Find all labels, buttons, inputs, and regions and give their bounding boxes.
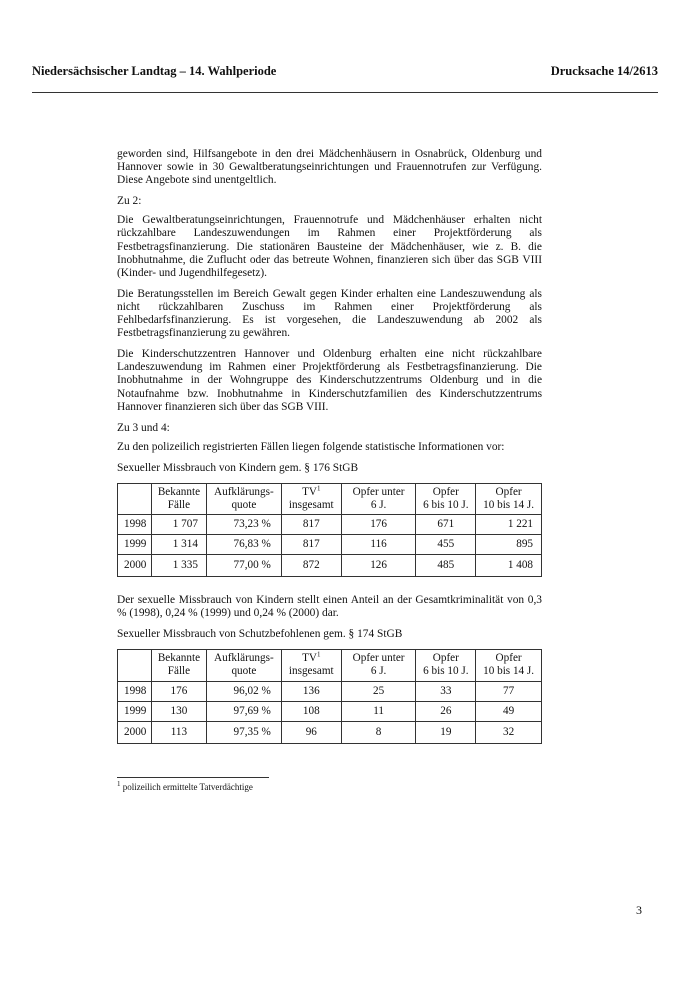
table-row bbox=[118, 681, 542, 701]
footnote-text: polizeilich ermittelte Tatverdächtige bbox=[122, 782, 253, 792]
cell-opfer-6-10: 485 bbox=[416, 555, 476, 577]
header-doc-number: Drucksache 14/2613 bbox=[550, 64, 658, 78]
cell-year: 1998 bbox=[118, 681, 152, 701]
cell-year: 1999 bbox=[118, 535, 152, 555]
paragraph-intro: geworden sind, Hilfsangebote in den drei Mädchenhäusern in Osnabrück, Oldenburg und Hannover sowie in 30 Gewaltberatungseinrichtungen und Frauennotrufen zur Verfügung. Diese Angebote sind unentgeltlich. bbox=[117, 148, 542, 187]
footnote-rule bbox=[117, 777, 269, 778]
table-header-row bbox=[118, 483, 542, 514]
header-cell-opfer-10-14: Opfer 10 bis 14 J. bbox=[476, 650, 542, 681]
header-rule bbox=[32, 92, 658, 93]
table-row bbox=[118, 721, 542, 743]
cell-opfer-6-10: 455 bbox=[416, 535, 476, 555]
table-row bbox=[118, 701, 542, 721]
page-header bbox=[32, 64, 658, 79]
cell-quote: 77,00 % bbox=[206, 555, 281, 577]
cell-tv: 817 bbox=[281, 535, 341, 555]
cell-faelle: 1 707 bbox=[151, 515, 206, 535]
header-cell-faelle: Bekannte Fälle bbox=[151, 483, 206, 514]
paragraph-beratungsstellen: Die Beratungsstellen im Bereich Gewalt gegen Kinder erhalten eine Landeszuwendung als nicht rückzahlbaren Zuschuss im Rahmen einer Projektförderung als Fehlbedarfsfinanzierung. Es ist vorgesehen, die Landeszuwendung ab 2002 als Festbetragsfinanzierung zu gewähren. bbox=[117, 287, 542, 340]
header-cell-opfer-unter-6: Opfer unter 6 J. bbox=[341, 483, 416, 514]
header-cell-opfer-10-14: Opfer 10 bis 14 J. bbox=[476, 483, 542, 514]
cell-tv: 872 bbox=[281, 555, 341, 577]
table-row bbox=[118, 535, 542, 555]
cell-opfer-unter-6: 8 bbox=[341, 721, 416, 743]
header-cell-year bbox=[118, 483, 152, 514]
cell-opfer-10-14: 1 408 bbox=[476, 555, 542, 577]
cell-faelle: 176 bbox=[151, 681, 206, 701]
header-cell-quote: Aufklärungs- quote bbox=[206, 483, 281, 514]
header-cell-opfer-unter-6: Opfer unter 6 J. bbox=[341, 650, 416, 681]
cell-opfer-10-14: 77 bbox=[476, 681, 542, 701]
cell-opfer-6-10: 19 bbox=[416, 721, 476, 743]
cell-year: 2000 bbox=[118, 555, 152, 577]
footnote bbox=[117, 782, 253, 792]
cell-quote: 76,83 % bbox=[206, 535, 281, 555]
cell-tv: 817 bbox=[281, 515, 341, 535]
main-content bbox=[117, 148, 542, 761]
cell-opfer-unter-6: 25 bbox=[341, 681, 416, 701]
header-cell-opfer-6-10: Opfer 6 bis 10 J. bbox=[416, 483, 476, 514]
cell-opfer-6-10: 33 bbox=[416, 681, 476, 701]
cell-year: 2000 bbox=[118, 721, 152, 743]
table-kinder bbox=[117, 483, 542, 577]
cell-year: 1999 bbox=[118, 701, 152, 721]
heading-zu-3-und-4: Zu 3 und 4: bbox=[117, 421, 170, 434]
cell-faelle: 130 bbox=[151, 701, 206, 721]
cell-faelle: 113 bbox=[151, 721, 206, 743]
cell-opfer-unter-6: 116 bbox=[341, 535, 416, 555]
page-number: 3 bbox=[636, 903, 642, 917]
header-cell-faelle: Bekannte Fälle bbox=[151, 650, 206, 681]
table2-caption: Sexueller Missbrauch von Schutzbefohlenen gem. § 174 StGB bbox=[117, 628, 403, 641]
cell-opfer-unter-6: 126 bbox=[341, 555, 416, 577]
header-cell-year bbox=[118, 650, 152, 681]
paragraph-kinderschutzzentren: Die Kinderschutzzentren Hannover und Oldenburg erhalten eine nicht rückzahlbare Landeszuwendung im Rahmen einer Projektförderung als Festbetragsfinanzierung. Die Inobhutnahme in der Wohngruppe des Kinderschutzzentrums Oldenburg und in die Notaufnahme bzw. Inobhutnahme in Kinderschutzfamilien des Kinderschutzzentrums Hannover finanzieren sich über das SGB VIII. bbox=[117, 348, 542, 413]
header-cell-opfer-6-10: Opfer 6 bis 10 J. bbox=[416, 650, 476, 681]
cell-opfer-unter-6: 11 bbox=[341, 701, 416, 721]
cell-opfer-10-14: 49 bbox=[476, 701, 542, 721]
cell-tv: 96 bbox=[281, 721, 341, 743]
cell-tv: 108 bbox=[281, 701, 341, 721]
cell-opfer-6-10: 26 bbox=[416, 701, 476, 721]
cell-quote: 73,23 % bbox=[206, 515, 281, 535]
cell-tv: 136 bbox=[281, 681, 341, 701]
header-title: Niedersächsischer Landtag – 14. Wahlperiode bbox=[32, 64, 277, 78]
cell-year: 1998 bbox=[118, 515, 152, 535]
paragraph-anteil: Der sexuelle Missbrauch von Kindern stellt einen Anteil an der Gesamtkriminalität von 0,3 % (1998), 0,24 % (1999) und 0,24 % (2000) dar. bbox=[117, 594, 542, 620]
cell-opfer-unter-6: 176 bbox=[341, 515, 416, 535]
table-row bbox=[118, 515, 542, 535]
paragraph-statistik-intro: Zu den polizeilich registrierten Fällen liegen folgende statistische Informationen vor: bbox=[117, 440, 505, 453]
table-schutzbefohlene bbox=[117, 649, 542, 743]
header-cell-tv: $TV^1$ insgesamt bbox=[281, 650, 341, 681]
cell-faelle: 1 314 bbox=[151, 535, 206, 555]
cell-faelle: 1 335 bbox=[151, 555, 206, 577]
table1-caption: Sexueller Missbrauch von Kindern gem. § 176 StGB bbox=[117, 461, 359, 474]
cell-opfer-10-14: 32 bbox=[476, 721, 542, 743]
cell-opfer-10-14: 1 221 bbox=[476, 515, 542, 535]
header-cell-tv: $TV^1$ insgesamt bbox=[281, 483, 341, 514]
cell-opfer-6-10: 671 bbox=[416, 515, 476, 535]
cell-quote: 96,02 % bbox=[206, 681, 281, 701]
header-cell-quote: Aufklärungs- quote bbox=[206, 650, 281, 681]
footnote-mark: 1 bbox=[117, 780, 121, 788]
cell-quote: 97,35 % bbox=[206, 721, 281, 743]
table-header-row bbox=[118, 650, 542, 681]
heading-zu-2: Zu 2: bbox=[117, 195, 142, 208]
cell-opfer-10-14: 895 bbox=[476, 535, 542, 555]
paragraph-gewaltberatung: Die Gewaltberatungseinrichtungen, Frauennotrufe und Mädchenhäuser erhalten nicht rückzahlbare Landeszuwendungen im Rahmen einer Projektförderung als Festbetragsfinanzierung. Die stationären Bausteine der Mädchenhäuser, wie z. B. die Inobhutnahme, die Zuflucht oder das betreute Wohnen, finanzieren sich über das SGB VIII (Kinder- und Jugendhilfegesetz). bbox=[117, 214, 542, 279]
table-row bbox=[118, 555, 542, 577]
cell-quote: 97,69 % bbox=[206, 701, 281, 721]
